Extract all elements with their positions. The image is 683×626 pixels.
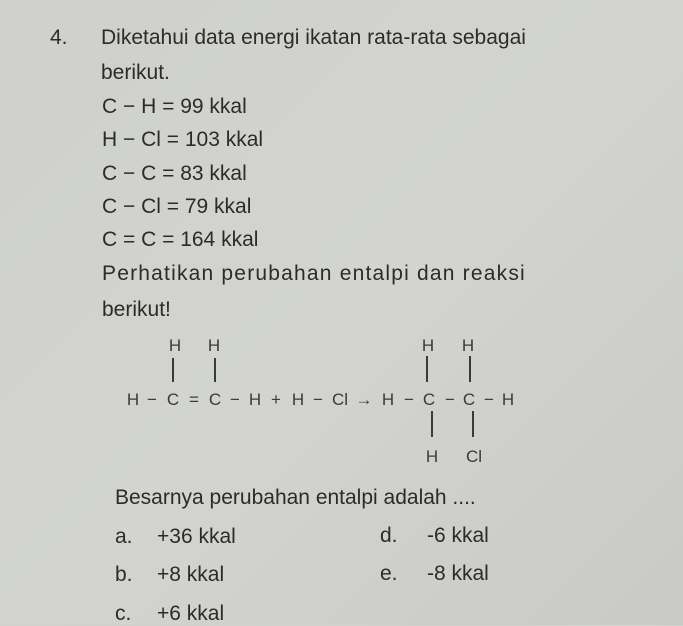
observe-text: Perhatikan perubahan entalpi dan reaksi (102, 262, 526, 285)
option-text: +6 kkal (157, 602, 225, 625)
bond: − (484, 390, 494, 409)
option-letter: a. (115, 525, 133, 548)
option-letter: b. (115, 563, 133, 586)
atom-top: H (168, 336, 182, 355)
option-text: -8 kkal (427, 562, 489, 585)
bond-line (172, 358, 174, 382)
atom: H (248, 390, 262, 409)
atom: C (208, 390, 222, 409)
observe-text-cont: berikut! (102, 298, 171, 321)
option-text: +8 kkal (157, 563, 225, 586)
question-intro-cont: berikut. (101, 61, 170, 84)
bond: − (404, 390, 414, 409)
bond: = (189, 390, 199, 409)
atom-top: H (461, 336, 475, 355)
option-letter: c. (115, 602, 132, 625)
bond: − (445, 390, 455, 409)
bond-line (472, 411, 474, 437)
atom-top: H (207, 336, 221, 355)
atom: H (381, 390, 395, 409)
bond-line (426, 356, 428, 382)
option-letter: e. (380, 562, 398, 585)
bond-line (469, 356, 471, 382)
atom-bottom: H (425, 447, 439, 466)
question-intro: Diketahui data energi ikatan rata-rata sebagai (101, 26, 526, 49)
atom: C (166, 390, 180, 409)
atom: H (126, 390, 140, 409)
option-text: +36 kkal (157, 525, 236, 548)
bond: − (313, 390, 323, 409)
bond-energy-c-double-c: C = C = 164 kkal (102, 228, 259, 251)
bond-energy-c-h: C − H = 99 kkal (102, 95, 247, 118)
bond-energy-c-cl: C − Cl = 79 kkal (102, 195, 252, 218)
bond-line (431, 411, 433, 437)
atom: H (501, 390, 515, 409)
atom: C (422, 390, 436, 409)
bond: − (147, 390, 157, 409)
bond: − (230, 390, 240, 409)
bond-line (214, 358, 216, 382)
question-prompt: Besarnya perubahan entalpi adalah .... (115, 486, 476, 509)
option-letter: d. (380, 524, 398, 547)
atom-top: H (421, 336, 435, 355)
atom: H (291, 390, 305, 409)
option-text: -6 kkal (427, 524, 489, 547)
question-number: 4. (50, 26, 68, 49)
plus-sign: + (271, 390, 281, 409)
bond-energy-c-c: C − C = 83 kkal (102, 162, 247, 185)
reaction-arrow: → (355, 390, 373, 409)
atom-bottom: Cl (465, 447, 483, 466)
atom: Cl (331, 390, 349, 409)
bond-energy-h-cl: H − Cl = 103 kkal (102, 128, 264, 151)
atom: C (462, 390, 476, 409)
